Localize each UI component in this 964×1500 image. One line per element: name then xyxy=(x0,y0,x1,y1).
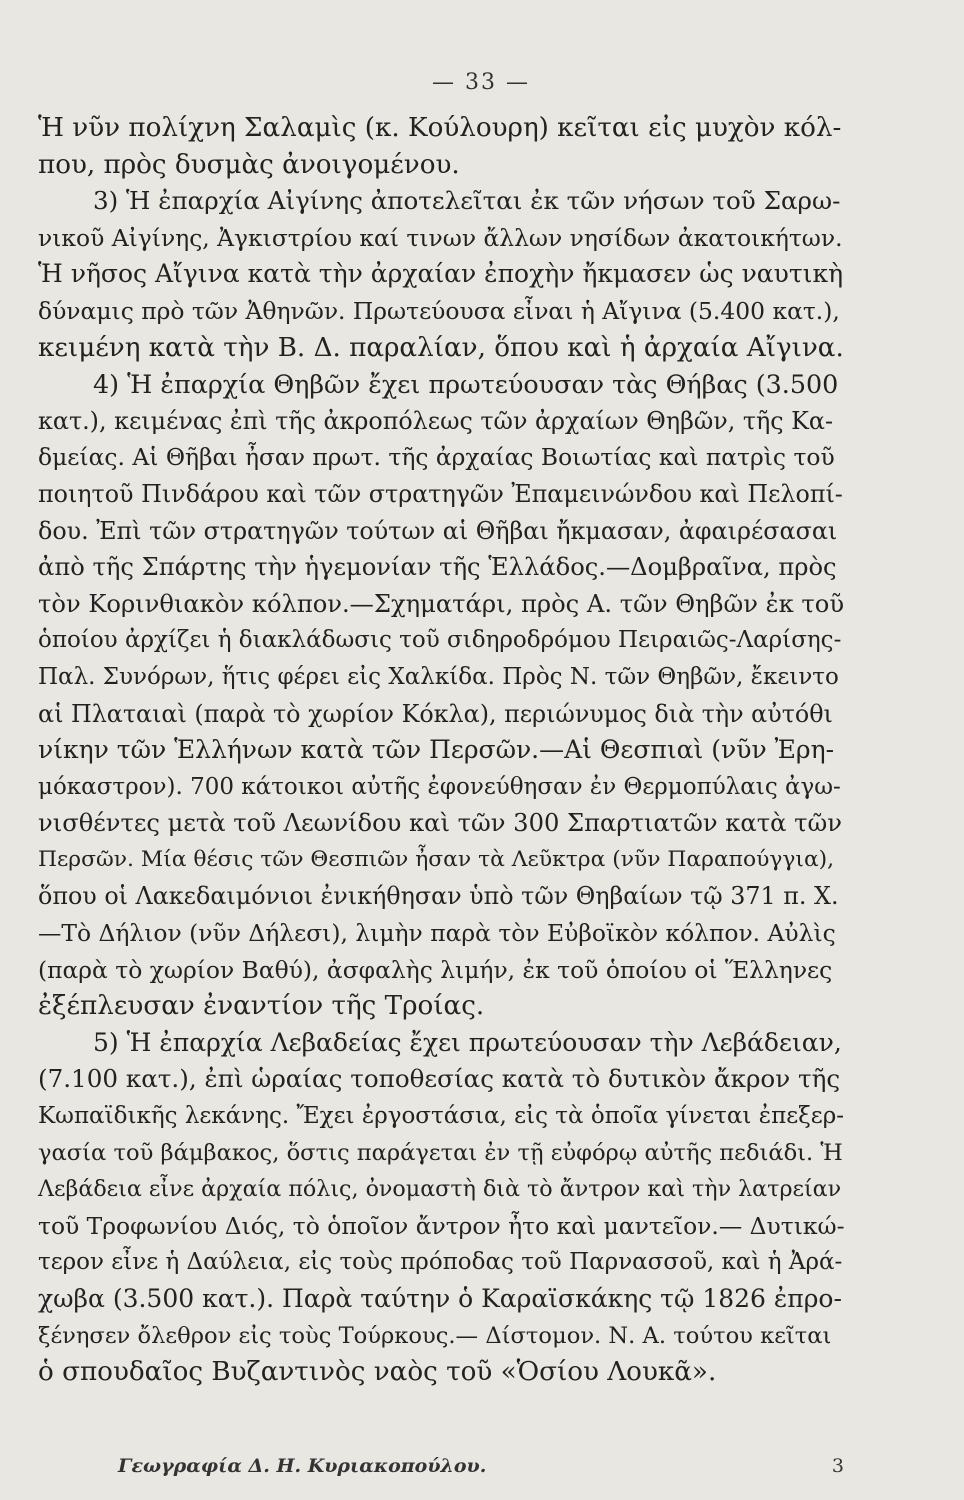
text-line: ποιητοῦ Πινδάρου καὶ τῶν στρατηγῶν Ἐπαμεινώνδου καὶ Πελοπί- xyxy=(38,479,843,508)
text-line: Κωπαϊδικῆς λεκάνης. Ἔχει ἐργοστάσια, εἰς τὰ ὁποῖα γίνεται ἐπεξερ- xyxy=(38,1103,844,1130)
text-line: δου. Ἐπὶ τῶν στρατηγῶν τούτων αἱ Θῆβαι ἤκμασαν, ἀφαιρέσασαι xyxy=(38,516,838,545)
text-line: —Τὸ Δήλιον (νῦν Δήλεσι), λιμὴν παρὰ τὸν Εὐβοϊκὸν κόλπον. Αὐλὶς xyxy=(38,919,836,948)
text-line: τοῦ Τροφωνίου Διός, τὸ ὁποῖον ἄντρον ἦτο καὶ μαντεῖον.— Δυτικώ- xyxy=(38,1211,845,1240)
text-line: τὸν Κορινθιακὸν κόλπον.—Σχηματάρι, πρὸς Α. τῶν Θηβῶν ἐκ τοῦ xyxy=(38,589,845,618)
sheet-number: 3 xyxy=(831,1455,844,1477)
text-line: ἐξέπλευσαν ἐναντίον τῆς Τροίας. xyxy=(38,991,485,1022)
text-line: (παρὰ τὸ χωρίον Βαθύ), ἀσφαλὴς λιμήν, ἐκ τοῦ ὁποίου οἱ Ἕλληνες xyxy=(38,955,833,984)
text-line: νικοῦ Αἰγίνης, Ἀγκιστρίου καί τινων ἄλλων νησίδων ἀκατοικήτων. xyxy=(38,223,843,252)
footer-signature: Γεωγραφία Δ. Η. Κυριακοπούλου. xyxy=(118,1455,487,1477)
text-line: νίκην τῶν Ἑλλήνων κατὰ τῶν Περσῶν.—Αἱ Θεσπιαὶ (νῦν Ἐρη- xyxy=(38,735,835,765)
text-line: κατ.), κειμένας ἐπὶ τῆς ἀκροπόλεως τῶν ἀρχαίων Θηβῶν, τῆς Κα- xyxy=(38,406,834,435)
page-number: — 33 — xyxy=(432,70,530,95)
text-line: Ἡ νῦν πολίχνη Σαλαμὶς (κ. Κούλουρη) κεῖται εἰς μυχὸν κόλ- xyxy=(38,113,842,143)
text-line: μόκαστρον). 700 κάτοικοι αὐτῆς ἐφονεύθησαν ἐν Θερμοπύλαις ἀγω- xyxy=(38,773,841,800)
text-line: ξένησεν ὄλεθρον εἰς τοὺς Τούρκους.— Δίστομον. Ν. Α. τούτου κεῖται xyxy=(38,1322,832,1349)
text-line: 3) Ἡ ἐπαρχία Αἰγίνης ἀποτελεῖται ἐκ τῶν νήσων τοῦ Σαρω- xyxy=(93,186,841,216)
text-line: τερον εἶνε ἡ Δαύλεια, εἰς τοὺς πρόποδας τοῦ Παρνασσοῦ, καὶ ἡ Ἀρά- xyxy=(38,1249,843,1276)
page-footer xyxy=(118,1455,844,1477)
text-line: (7.100 κατ.), ἐπὶ ὡραίας τοποθεσίας κατὰ τὸ δυτικὸν ἄκρον τῆς xyxy=(38,1064,841,1094)
text-line: νισθέντες μετὰ τοῦ Λεωνίδου καὶ τῶν 300 Σπαρτιατῶν κατὰ τῶν xyxy=(38,809,842,838)
text-line: γασία τοῦ βάμβακος, ὅστις παράγεται ἐν τῇ εὐφόρῳ αὐτῆς πεδιάδι. Ἡ xyxy=(38,1139,843,1166)
text-line: δύναμις πρὸ τῶν Ἀθηνῶν. Πρωτεύουσα εἶναι ἡ Αἴγινα (5.400 κατ.), xyxy=(38,296,840,325)
text-line: ἀπὸ τῆς Σπάρτης τὴν ἡγεμονίαν τῆς Ἑλλάδος.—Δομβραῖνα, πρὸς xyxy=(38,553,837,582)
text-line: χωβα (3.500 κατ.). Παρὰ ταύτην ὁ Καραϊσκάκης τῷ 1826 ἐπρο- xyxy=(38,1284,842,1313)
text-line: κειμένη κατὰ τὴν Β. Δ. παραλίαν, ὅπου καὶ ἡ ἀρχαία Αἴγινα. xyxy=(38,332,844,363)
text-line: 5) Ἡ ἐπαρχία Λεβαδείας ἔχει πρωτεύουσαν τὴν Λεβάδειαν, xyxy=(93,1027,842,1057)
text-line: δμείας. Αἱ Θῆβαι ἦσαν πρωτ. τῆς ἀρχαίας Βοιωτίας καὶ πατρὶς τοῦ xyxy=(38,443,835,472)
text-line: Ἡ νῆσος Αἴγινα κατὰ τὴν ἀρχαίαν ἐποχὴν ἤκμασεν ὡς ναυτικὴ xyxy=(38,259,844,289)
text-line: αἱ Πλαταιαὶ (παρὰ τὸ χωρίον Κόκλα), περιώνυμος διὰ τὴν αὐτόθι xyxy=(38,699,833,728)
text-line: ὁποίου ἀρχίζει ἡ διακλάδωσις τοῦ σιδηροδρόμου Πειραιῶς-Λαρίσης- xyxy=(38,627,842,654)
text-body xyxy=(38,110,844,1391)
text-line: Περσῶν. Μία θέσις τῶν Θεσπιῶν ἦσαν τὰ Λεῦκτρα (νῦν Παραπούγγια), xyxy=(38,846,835,872)
text-line: ὅπου οἱ Λακεδαιμόνιοι ἐνικήθησαν ὑπὸ τῶν Θηβαίων τῷ 371 π. Χ. xyxy=(38,882,839,911)
text-line: Λεβάδεια εἶνε ἀρχαία πόλις, ὀνομαστὴ διὰ τὸ ἄντρον καὶ τὴν λατρείαν xyxy=(38,1176,842,1203)
text-line: που, πρὸς δυσμὰς ἀνοιγομένου. xyxy=(38,149,460,180)
text-line: ὁ σπουδαῖος Βυζαντινὸς ναὸς τοῦ «Ὁσίου Λουκᾶ». xyxy=(38,1357,717,1388)
text-line: Παλ. Συνόρων, ἥτις φέρει εἰς Χαλκίδα. Πρὸς Ν. τῶν Θηβῶν, ἔκειντο xyxy=(38,663,839,690)
text-line: 4) Ἡ ἐπαρχία Θηβῶν ἔχει πρωτεύουσαν τὰς Θήβας (3.500 xyxy=(93,369,839,400)
